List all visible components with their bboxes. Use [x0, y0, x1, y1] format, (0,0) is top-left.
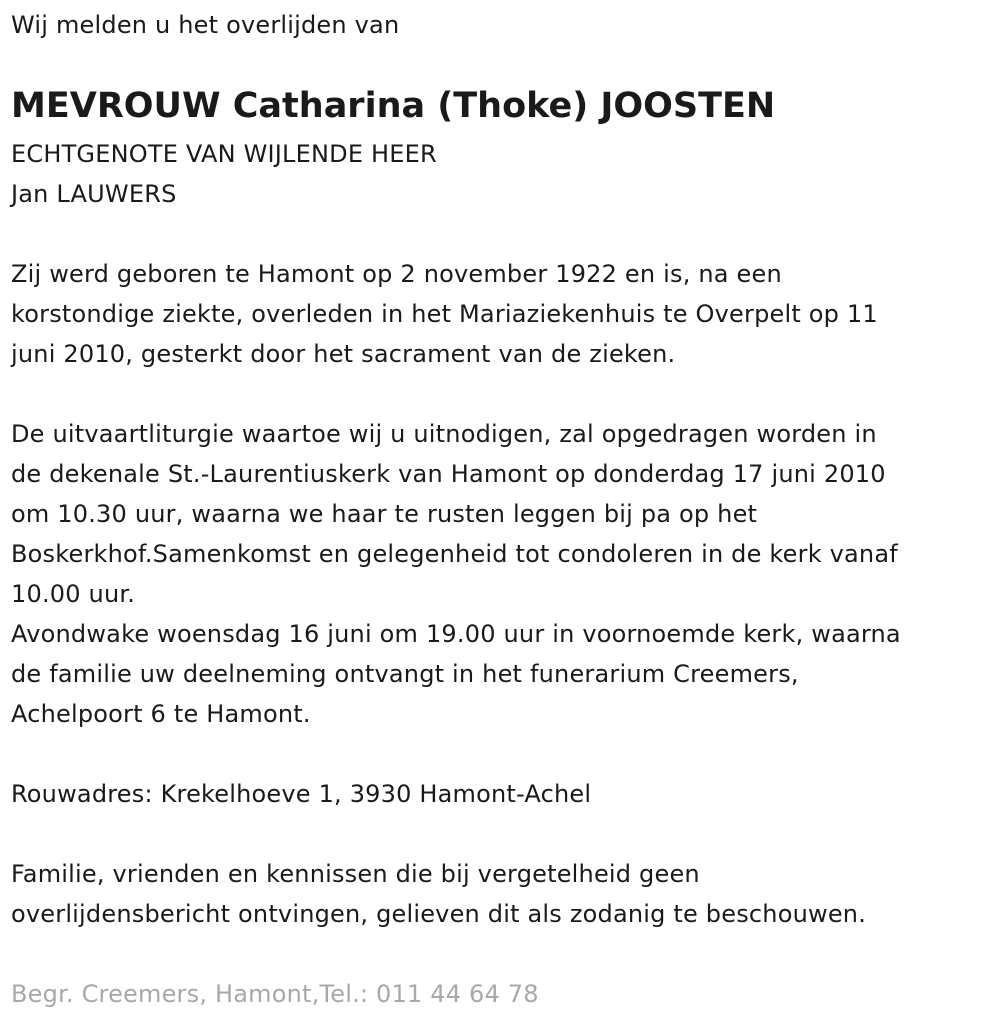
wake-line-2: de familie uw deelneming ontvangt in het funerarium Creemers, [11, 660, 799, 688]
closing-line-1: Familie, vrienden en kennissen die bij vergetelheid geen [11, 860, 700, 888]
birth-death-line-1: Zij werd geboren te Hamont op 2 november 1922 en is, na een [11, 260, 782, 288]
funeral-line-2: de dekenale St.-Laurentiuskerk van Hamont op donderdag 17 juni 2010 [11, 460, 886, 488]
mourning-address: Rouwadres: Krekelhoeve 1, 3930 Hamont-Achel [11, 780, 592, 808]
wake-line-1: Avondwake woensdag 16 juni om 19.00 uur in voornoemde kerk, waarna [11, 620, 901, 648]
undertaker-footer: Begr. Creemers, Hamont,Tel.: 011 44 64 78 [11, 980, 539, 1008]
intro-text: Wij melden u het overlijden van [11, 11, 400, 39]
funeral-line-5: 10.00 uur. [11, 580, 136, 608]
closing-line-2: overlijdensbericht ontvingen, gelieven dit als zodanig te beschouwen. [11, 900, 867, 928]
spouse-line-2: Jan LAUWERS [11, 180, 177, 208]
funeral-line-1: De uitvaartliturgie waartoe wij u uitnodigen, zal opgedragen worden in [11, 420, 877, 448]
deceased-name: MEVROUW Catharina (Thoke) JOOSTEN [11, 86, 776, 126]
wake-line-3: Achelpoort 6 te Hamont. [11, 700, 311, 728]
funeral-line-4: Boskerkhof.Samenkomst en gelegenheid tot condoleren in de kerk vanaf [11, 540, 898, 568]
birth-death-line-3: juni 2010, gesterkt door het sacrament van de zieken. [11, 340, 676, 368]
spouse-line-1: ECHTGENOTE VAN WIJLENDE HEER [11, 140, 437, 168]
funeral-line-3: om 10.30 uur, waarna we haar te rusten leggen bij pa op het [11, 500, 758, 528]
birth-death-line-2: korstondige ziekte, overleden in het Mariaziekenhuis te Overpelt op 11 [11, 300, 878, 328]
